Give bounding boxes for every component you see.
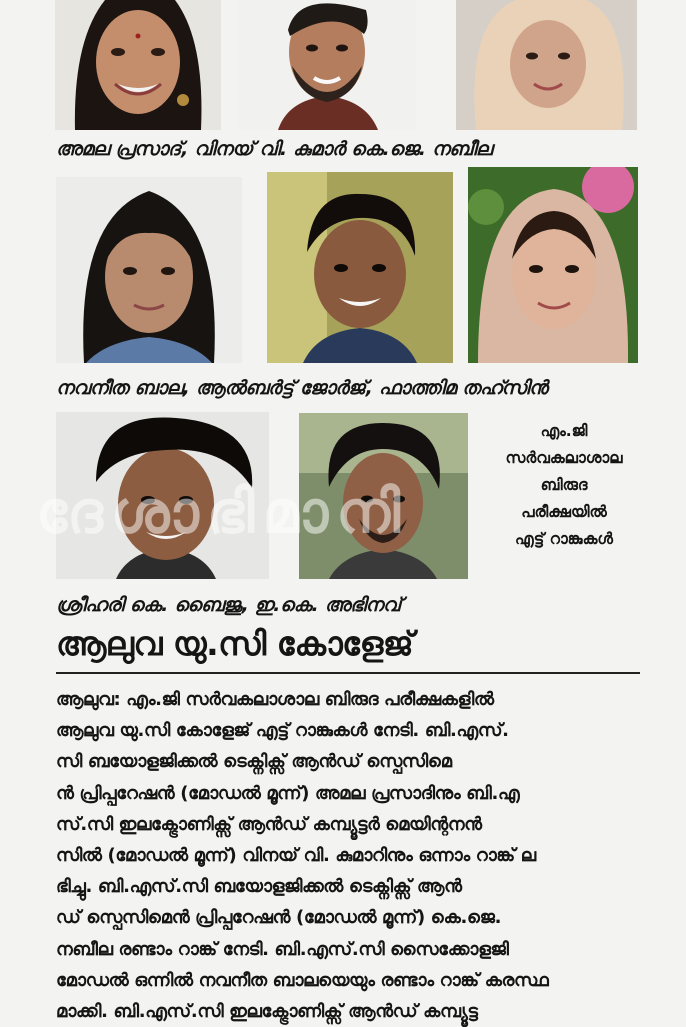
photo-ek-abhinav — [299, 413, 468, 579]
photo-amala-prasad — [55, 0, 221, 130]
body-line: മാക്കി. ബി.എസ്.സി ഇലക്ട്രോണിക്സ് ആൻഡ് കമ്പ്യൂട്ട — [56, 1001, 478, 1023]
headline: ആലുവ യു.സി കോളേജ് — [56, 624, 414, 663]
watermark: ദേശാഭിമാനി — [36, 478, 409, 546]
body-line: ഭിച്ചു. ബി.എസ്.സി ബയോളജിക്കൽ ടെക്നിക്സ് ആൻ — [56, 876, 462, 898]
photo-vinay-v-kumar — [238, 0, 416, 130]
body-line: സ്.സി ഇലക്ട്രോണിക്സ് ആൻഡ് കമ്പ്യൂട്ടർ മെയിന്റനൻ — [56, 813, 482, 835]
side-note-line-2: സർവകലാശാല — [505, 449, 623, 467]
body-line: ആലുവ യു.സി കോളേജ് എട്ട് റാങ്കുകൾ നേടി. ബി.എസ്. — [56, 720, 509, 742]
row2-caption: നവനീത ബാല, ആൽബർട്ട് ജോർജ്, ഫാത്തിമ തഹ്സിൻ — [56, 377, 548, 399]
body-line: ൻ പ്രിപ്പറേഷൻ (മോഡൽ മൂന്ന്) അമല പ്രസാദിനും ബി.എ — [56, 782, 520, 804]
side-note — [484, 418, 644, 553]
side-note-line-1: എം.ജി — [540, 422, 588, 440]
photo-naveetha-bala — [56, 177, 242, 363]
row1-caption: അമല പ്രസാദ്, വിനയ് വി. കുമാർ കെ.ജെ. നബീല — [56, 138, 492, 160]
body-line: ആലുവ: എം.ജി സർവകലാശാല ബിരുദ പരീക്ഷകളിൽ — [56, 689, 494, 710]
photo-nabeela — [456, 0, 637, 130]
article-body — [56, 684, 646, 1027]
photo-sreehari-k-baiju — [56, 412, 269, 579]
headline-divider — [56, 672, 640, 674]
photo-fathima-tahsin — [468, 167, 638, 363]
side-note-line-5: എട്ട് റാങ്കുകൾ — [515, 530, 613, 548]
body-line: മോഡൽ ഒന്നിൽ നവനീത ബാലയെയും രണ്ടാം റാങ്ക് കരസ്ഥ — [56, 969, 549, 991]
side-note-line-3: ബിരുദ — [540, 476, 588, 494]
body-line: നബീല രണ്ടാം റാങ്ക് നേടി. ബി.എസ്.സി സൈക്കോളജി — [56, 938, 509, 960]
body-line: സിൽ (മോഡൽ മൂന്ന്) വിനയ് വി. കുമാറിനും ഒന്നാം റാങ്ക് ല — [56, 845, 536, 867]
row3-caption: ശ്രീഹരി കെ. ബൈജു, ഇ.കെ. അഭിനവ് — [56, 594, 401, 616]
body-line: സി ബയോളജിക്കൽ ടെക്നിക്സ് ആൻഡ് സ്പെസിമെ — [56, 751, 452, 773]
body-line: ഡ് സ്പെസിമെൻ പ്രിപ്പറേഷൻ (മോഡൽ മൂന്ന്) കെ.ജെ. — [56, 907, 502, 929]
photo-albert-george — [267, 172, 453, 363]
side-note-line-4: പരീക്ഷയിൽ — [521, 503, 607, 521]
